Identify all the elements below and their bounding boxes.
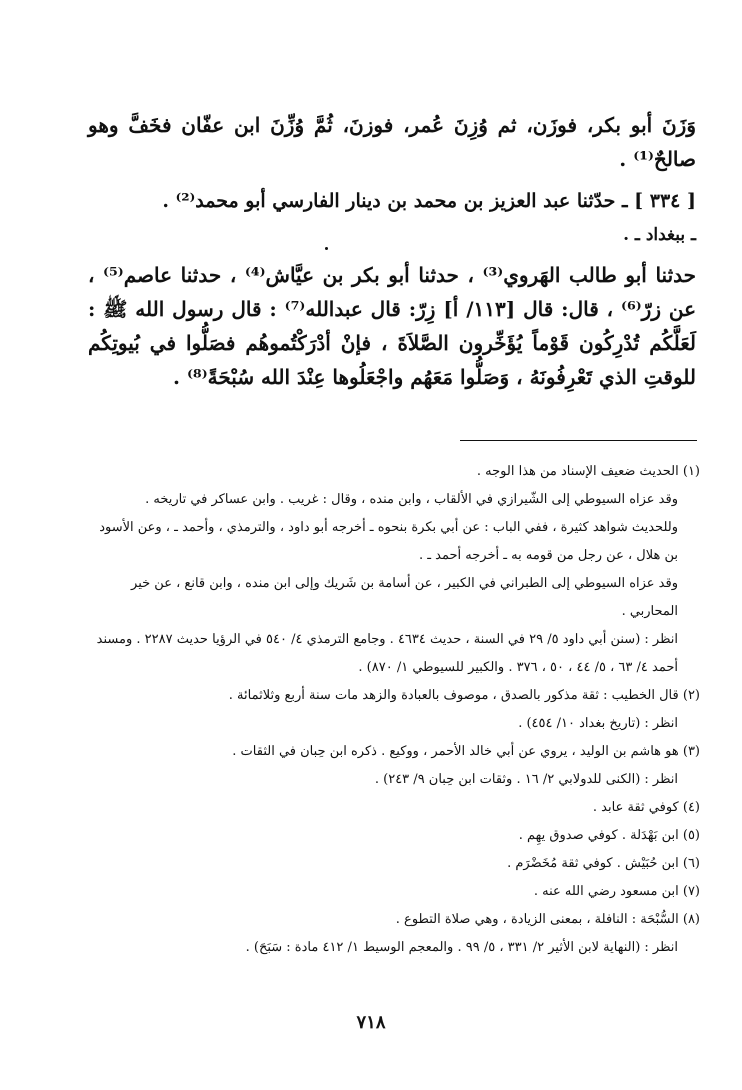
footnote-line: انظر : (سنن أبي داود ٥/ ٢٩ في السنة ، حديث ٤٦٣٤ . وجامع الترمذي ٤/ ٥٤٠ في الرؤيا حديث ٢٢٨٧ . ومسند أحمد ٤/ ٦٣ ، ٥/ ٤٤ ، ٥٠ ، ٣٧٦ . والكبير للسيوطي ١/ ٨٧٠) .	[96, 632, 678, 675]
footnote-line: (٧) ابن مسعود رضي الله عنه .	[533, 884, 700, 899]
footnotes	[92, 458, 700, 962]
footnote-line: وللحديث شواهد كثيرة ، ففي الباب : عن أبي بكرة بنحوه ـ أخرجه أبو داود ، والترمذي ، وأحمد ـ ، وعن الأسود بن هلال ، عن رجل من قومه به ـ أخرجه أحمد ـ .	[99, 520, 678, 563]
footnote-line: (١) الحديث ضعيف الإسناد من هذا الوجه .	[476, 464, 700, 479]
footnote-line: انظر : (تاريخ بغداد ١٠/ ٤٥٤) .	[518, 716, 678, 731]
hadith-heading: [ ٣٣٤ ] ـ حدّثنا عبد العزيز بن محمد بن دينار الفارسي أبو محمد⁽²⁾ .	[162, 190, 696, 212]
footnote-line: (٢) قال الخطيب : ثقة مذكور بالصدق ، موصوف بالعبادة والزهد مات سنة أربع وثلاثمائة .	[228, 688, 700, 703]
main-text	[88, 108, 696, 394]
page-number: ٧١٨	[356, 1012, 386, 1033]
paragraph-1: وَزَنَ أبو بكر، فوزَن، ثم وُزِنَ عُمر، فوزنَ، ثُمَّ وُزِّنَ ابن عفّان فخَفَّ وهو صالحٌ⁽¹⁾ .	[88, 113, 696, 171]
place-note: ـ ببغداد ـ .	[623, 225, 696, 245]
footnote-divider	[460, 440, 697, 441]
footnote-line: (٤) كوفي ثقة عابد .	[592, 800, 700, 815]
footnote-line: وقد عزاه السيوطي إلى الشّيرازي في الألقاب ، وابن منده ، وقال : غريب . وابن عساكر في تاريخه .	[145, 492, 678, 507]
hadith-text: حدثنا أبو طالب الهَروي⁽³⁾ ، حدثنا أبو بكر بن عيَّاش⁽⁴⁾ ، حدثنا عاصم⁽⁵⁾ ، عن زرّ⁽⁶⁾ ، قال: قال [١١٣/ أ] زِرّ: قال عبدالله⁽⁷⁾ : قال رسول الله ﷺ : لَعَلَّكُم تُدْرِكُون قَوْماً يُؤَخِّرون الصَّلاَةَ ، فإنْ أدْرَكْتُموهُم فصَلُّوا في بُيوتِكُم للوقتِ الذي تَعْرِفُونَهُ ، وَصَلُّوا مَعَهُم واجْعَلُوها عِنْدَ الله سُبْحَةً⁽⁸⁾ .	[88, 263, 697, 389]
footnote-line: (٨) السُّبْحَة : النافلة ، بمعنى الزيادة ، وهي صلاة التطوع .	[395, 912, 700, 927]
footnote-line: وقد عزاه السيوطي إلى الطبراني في الكبير ، عن أسامة بن شَريك وإلى ابن منده ، وابن قانع ، عن خير المحاربي .	[131, 576, 678, 619]
footnote-line: انظر : (الكنى للدولابي ٢/ ١٦ . وثقات ابن حِبان ٩/ ٢٤٣) .	[374, 772, 678, 787]
footnote-line: انظر : (النهاية لابن الأثير ٢/ ٣٣١ ، ٥/ ٩٩ . والمعجم الوسيط ١/ ٤١٢ مادة : سَبَحَ) .	[245, 940, 678, 955]
footnote-line: (٣) هو هاشم بن الوليد ، يروي عن أبي خالد الأحمر ، ووكيع . ذكره ابن حِبان في الثقات .	[232, 744, 700, 759]
footnote-line: (٥) ابن بَهْدَلة . كوفي صدوق يهِم .	[518, 828, 700, 843]
stray-dot	[325, 247, 328, 250]
footnote-line: (٦) ابن حُبَيْش . كوفي ثقة مُخَضْرَم .	[507, 856, 700, 871]
